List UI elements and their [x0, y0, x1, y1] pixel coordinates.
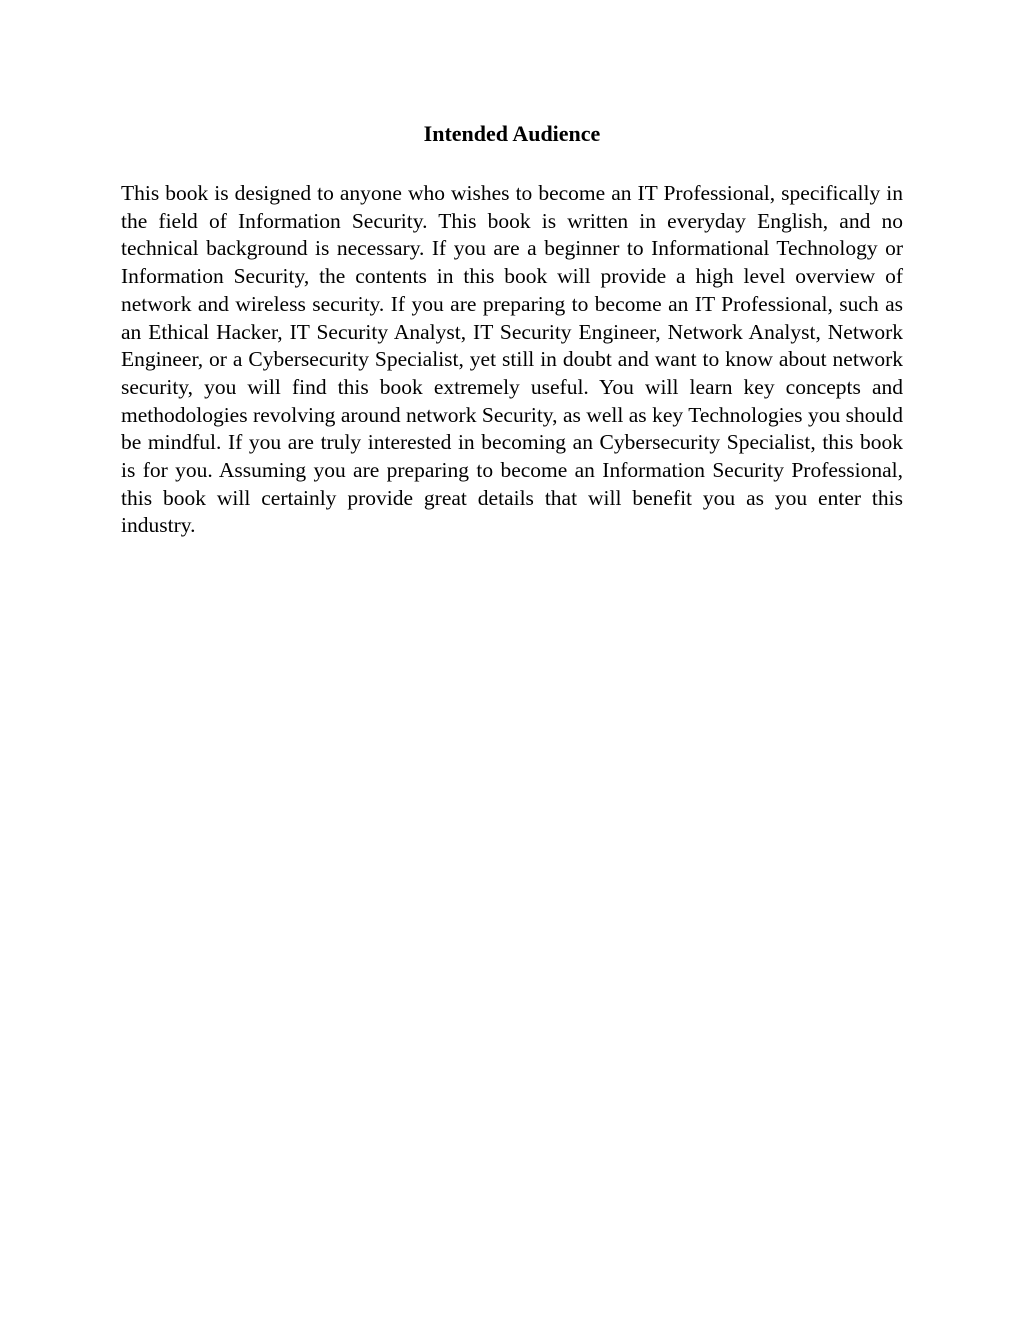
section-heading: Intended Audience: [423, 121, 601, 146]
body-paragraph: This book is designed to anyone who wishes to become an IT Professional, specifically in the field of Information Security. This book is written in everyday English, and no technical background is necessary. If you are a beginner to Informational Technology or Information Security, the contents in this book will provide a high level overview of network and wireless security. If you are preparing to become an IT Professional, such as an Ethical Hacker, IT Security Analyst, IT Security Engineer, Network Analyst, Network Engineer, or a Cybersecurity Specialist, yet still in doubt and want to know about network security, you will find this book extremely useful. You will learn key concepts and methodologies revolving around network Security, as well as key Technologies you should be mindful. If you are truly interested in becoming an Cybersecurity Specialist, this book is for you. Assuming you are preparing to become an Information Security Professional, this book will certainly provide great details that will benefit you as you enter this industry.: [121, 181, 903, 538]
